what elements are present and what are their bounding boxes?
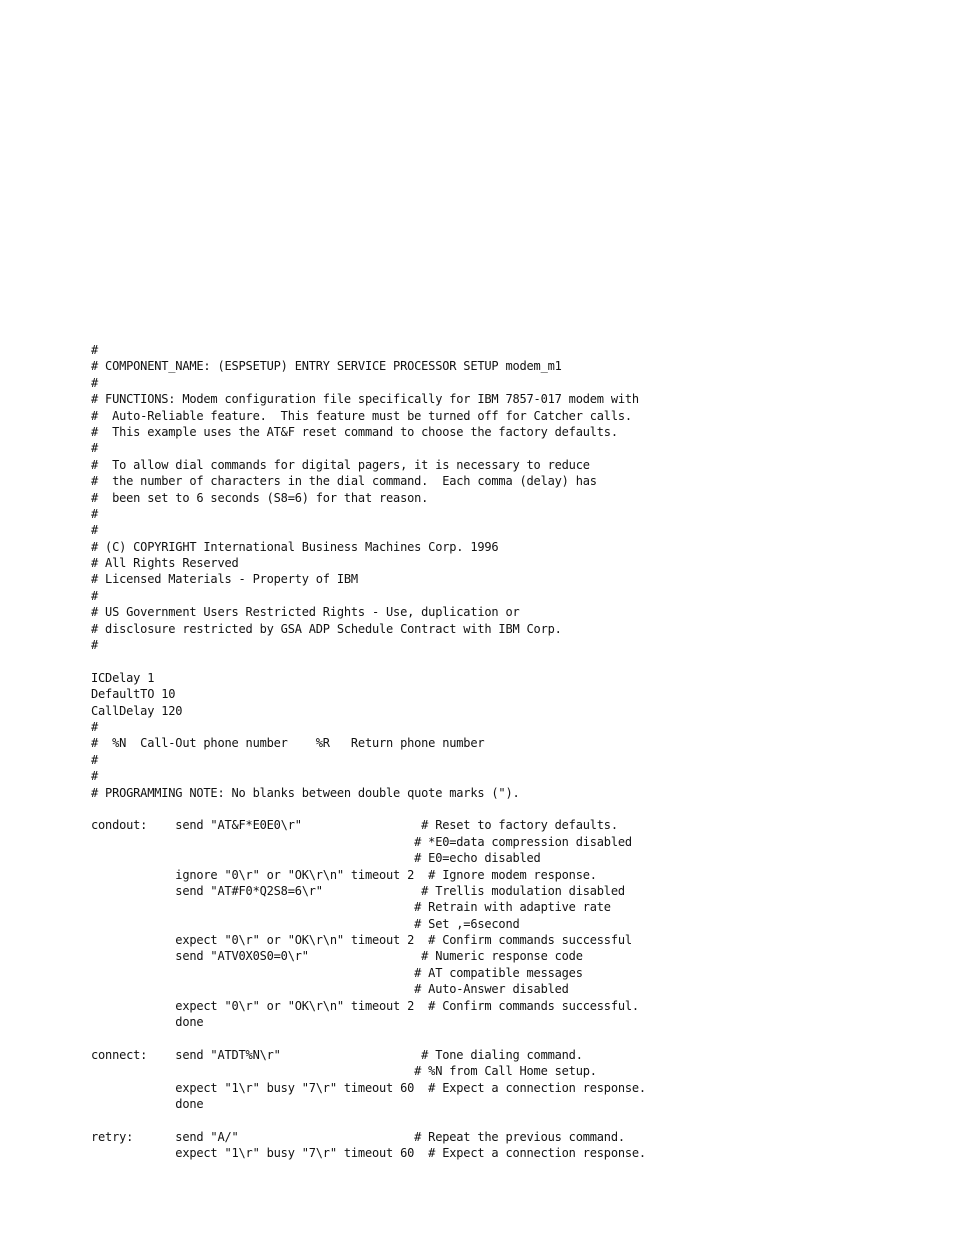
listing-line: expect "0\r" or "OK\r\n" timeout 2 # Confirm commands successful. bbox=[91, 998, 639, 1013]
listing-line: send "AT#F0*Q2S8=6\r" # Trellis modulation disabled bbox=[91, 883, 625, 898]
listing-line: expect "1\r" busy "7\r" timeout 60 # Expect a connection response. bbox=[91, 1146, 646, 1161]
listing-line bbox=[91, 653, 646, 669]
listing-line: # bbox=[91, 752, 99, 767]
listing-line: # Retrain with adaptive rate bbox=[91, 900, 611, 915]
listing-line: expect "1\r" busy "7\r" timeout 60 # Expect a connection response. bbox=[91, 1080, 646, 1095]
listing-line: condout: send "AT&F*E0E0\r" # Reset to factory defaults. bbox=[91, 818, 618, 833]
listing-line: # All Rights Reserved bbox=[91, 556, 239, 571]
listing-line: done bbox=[91, 1015, 204, 1030]
listing-line: # been set to 6 seconds (S8=6) for that reason. bbox=[91, 490, 429, 505]
listing-line: ICDelay 1 bbox=[91, 670, 155, 685]
listing-line: # bbox=[91, 523, 99, 538]
listing-line: # Set ,=6second bbox=[91, 916, 520, 931]
listing-line: DefaultTO 10 bbox=[91, 687, 176, 702]
listing-line: # PROGRAMMING NOTE: No blanks between double quote marks ("). bbox=[91, 785, 520, 800]
listing-line: # To allow dial commands for digital pagers, it is necessary to reduce bbox=[91, 457, 590, 472]
listing-line: # Licensed Materials - Property of IBM bbox=[91, 572, 358, 587]
modem-config-listing bbox=[91, 342, 646, 1162]
listing-line: # (C) COPYRIGHT International Business Machines Corp. 1996 bbox=[91, 539, 499, 554]
listing-line: # Auto-Answer disabled bbox=[91, 982, 569, 997]
listing-line: # US Government Users Restricted Rights - Use, duplication or bbox=[91, 605, 520, 620]
listing-line: # bbox=[91, 375, 99, 390]
listing-line: # E0=echo disabled bbox=[91, 851, 541, 866]
listing-line: # %N from Call Home setup. bbox=[91, 1064, 597, 1079]
listing-line: done bbox=[91, 1096, 204, 1111]
listing-line: ignore "0\r" or "OK\r\n" timeout 2 # Ignore modem response. bbox=[91, 867, 597, 882]
listing-line: retry: send "A/" # Repeat the previous command. bbox=[91, 1129, 625, 1144]
listing-line: CallDelay 120 bbox=[91, 703, 183, 718]
listing-line: expect "0\r" or "OK\r\n" timeout 2 # Confirm commands successful bbox=[91, 933, 632, 948]
listing-line bbox=[91, 1112, 646, 1128]
listing-line: # This example uses the AT&F reset command to choose the factory defaults. bbox=[91, 424, 618, 439]
listing-line: connect: send "ATDT%N\r" # Tone dialing command. bbox=[91, 1047, 583, 1062]
listing-line: send "ATV0X0S0=0\r" # Numeric response code bbox=[91, 949, 583, 964]
listing-line: # bbox=[91, 506, 99, 521]
listing-line: # AT compatible messages bbox=[91, 965, 583, 980]
listing-line: # bbox=[91, 719, 99, 734]
listing-line: # FUNCTIONS: Modem configuration file specifically for IBM 7857-017 modem with bbox=[91, 392, 639, 407]
listing-line: # disclosure restricted by GSA ADP Schedule Contract with IBM Corp. bbox=[91, 621, 562, 636]
listing-line: # bbox=[91, 769, 99, 784]
listing-line: # *E0=data compression disabled bbox=[91, 834, 632, 849]
listing-line: # bbox=[91, 638, 99, 653]
listing-line: # bbox=[91, 343, 99, 357]
listing-line bbox=[91, 801, 646, 817]
listing-line: # bbox=[91, 588, 99, 603]
listing-line: # COMPONENT_NAME: (ESPSETUP) ENTRY SERVICE PROCESSOR SETUP modem_m1 bbox=[91, 359, 562, 374]
listing-line: # bbox=[91, 441, 99, 456]
listing-line: # the number of characters in the dial command. Each comma (delay) has bbox=[91, 474, 597, 489]
listing-line bbox=[91, 1030, 646, 1046]
listing-line: # %N Call-Out phone number %R Return phone number bbox=[91, 736, 485, 751]
listing-line: # Auto-Reliable feature. This feature must be turned off for Catcher calls. bbox=[91, 408, 632, 423]
